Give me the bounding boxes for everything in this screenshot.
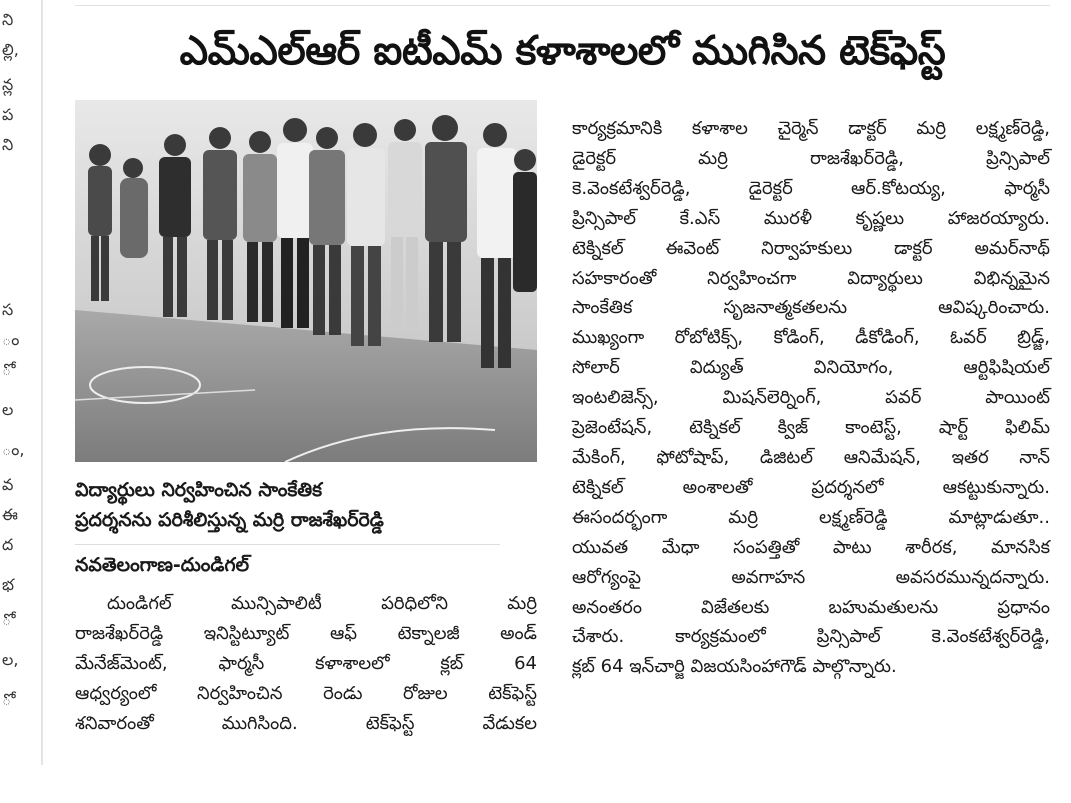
caption-divider	[75, 544, 500, 545]
edge-fragment: ల,	[2, 650, 19, 669]
body-line: అనంతరం విజేతలకు బహుమతులను ప్రధానం	[572, 596, 1050, 618]
body-line: ప్రిన్సిపాల్ కే.ఎస్ మురళీ కృష్ణలు హాజరయ్యారు.	[572, 207, 1050, 229]
edge-fragment: స	[2, 300, 14, 319]
photo-caption	[75, 475, 545, 535]
body-line: టెక్నికల్ ఈవెంట్ నిర్వాహకులు డాక్టర్ అమర్‌నాథ్	[572, 237, 1050, 259]
body-line: సాంకేతిక సృజనాత్మకతలను ఆవిష్కరించారు.	[572, 297, 1050, 319]
caption-line: ప్రదర్శనను పరిశీలిస్తున్న మర్రి రాజశేఖర్‌రెడ్డి	[75, 509, 384, 531]
body-line: ప్రెజెంటేషన్, టెక్నికల్ క్విజ్ కాంటెస్ట్, షార్ట్ ఫిలిమ్	[572, 417, 1050, 439]
body-line: కె.వెంకటేశ్వర్‌రెడ్డి, డైరెక్టర్ ఆర్.కోటయ్య, ఫార్మసీ	[572, 177, 1050, 199]
body-line: యువత మేధా సంపత్తితో పాటు శారీరక, మానసిక	[572, 536, 1050, 558]
body-line: డైరెక్టర్ మర్రి రాజశేఖర్‌రెడ్డి, ప్రిన్సిపాల్	[572, 147, 1050, 169]
body-line: క్లబ్ 64 ఇన్‌చార్జి విజయసింహాగౌడ్ పాల్గొన్నారు.	[572, 656, 897, 678]
edge-fragment: ని	[2, 10, 14, 29]
body-column-left	[75, 589, 537, 739]
edge-fragment: భ	[2, 575, 15, 594]
dateline: నవతెలంగాణ-దుండిగల్	[75, 554, 250, 576]
edge-fragment: ో	[2, 360, 12, 379]
edge-fragment: ద	[2, 535, 14, 554]
edge-fragment: ో	[2, 690, 12, 709]
edge-fragment: న్ల	[2, 75, 14, 94]
body-line: సహకారంతో నిర్వహించగా విద్యార్థులు విభిన్నమైన	[572, 267, 1050, 289]
body-column-right	[572, 114, 1050, 682]
news-photo	[75, 100, 537, 462]
caption-line: విద్యార్థులు నిర్వహించిన సాంకేతిక	[75, 479, 323, 501]
body-line: కార్యక్రమానికి కళాశాల చైర్మెన్ డాక్టర్ మర్రి లక్ష్మణ్‌రెడ్డి,	[572, 118, 1050, 139]
headline: ఎమ్ఎల్ఆర్ ఐటీఎమ్ కళాశాలలో ముగిసిన టెక్‌ఫెస్ట్	[179, 28, 946, 74]
edge-fragment: ం	[2, 330, 20, 349]
edge-fragment: వ	[2, 475, 14, 494]
edge-fragment: ం,	[2, 440, 25, 459]
body-line: మేకింగ్, ఫోటోషాప్, డిజిటల్ ఆనిమేషన్, ఇతర నాన్	[572, 446, 1050, 468]
edge-fragment: ని	[2, 135, 14, 154]
body-line: దుండిగల్ మున్సిపాలిటీ పరిధిలోని మర్రి	[107, 593, 537, 614]
body-line: మేనేజ్‌మెంట్, ఫార్మసీ కళాశాలలో క్లబ్ 64	[75, 652, 537, 674]
body-line: ఇంటలిజెన్స్, మిషన్‌లెర్నింగ్, పవర్ పాయింట్	[572, 387, 1050, 409]
body-line: టెక్నికల్ అంశాలతో ప్రదర్శనలో ఆకట్టుకున్నారు.	[572, 476, 1050, 498]
edge-fragment: ప	[2, 105, 14, 124]
body-line: ఆరోగ్యంపై అవగాహన అవసరమున్నదన్నారు.	[572, 566, 1050, 588]
body-line: చేశారు. కార్యక్రమంలో ప్రిన్సిపాల్ కె.వెంకటేశ్వర్‌రెడ్డి,	[572, 626, 1050, 648]
edge-fragment: ో	[2, 610, 12, 629]
body-line: ముఖ్యంగా రోబోటిక్స్, కోడింగ్, డీకోడింగ్, ఓవర్ బ్రిడ్జ్,	[572, 327, 1050, 349]
top-rule	[75, 5, 1050, 6]
body-line: ఈసందర్భంగా మర్రి లక్ష్మణ్‌రెడ్డి మాట్లాడుతూ..	[572, 506, 1050, 528]
body-line: శనివారంతో ముగిసింది. టెక్‌ఫెస్ట్ వేడుకల	[75, 712, 537, 734]
photo-students-exhibition	[75, 100, 537, 462]
edge-fragment: ల	[2, 400, 14, 419]
adjacent-article-edge	[0, 0, 25, 780]
body-line: రాజశేఖర్‌రెడ్డి ఇనిస్టిట్యూట్ ఆఫ్ టెక్నాలజీ అండ్	[75, 622, 537, 644]
column-divider	[41, 0, 43, 765]
edge-fragment: ల్లి,	[2, 40, 19, 59]
body-line: ఆధ్వర్యంలో నిర్వహించిన రెండు రోజుల టెక్‌ఫెస్ట్	[75, 682, 537, 704]
edge-fragment: ఈ	[2, 505, 18, 524]
body-line: సోలార్ విద్యుత్ వినియోగం, ఆర్టిఫిషియల్	[572, 357, 1050, 379]
